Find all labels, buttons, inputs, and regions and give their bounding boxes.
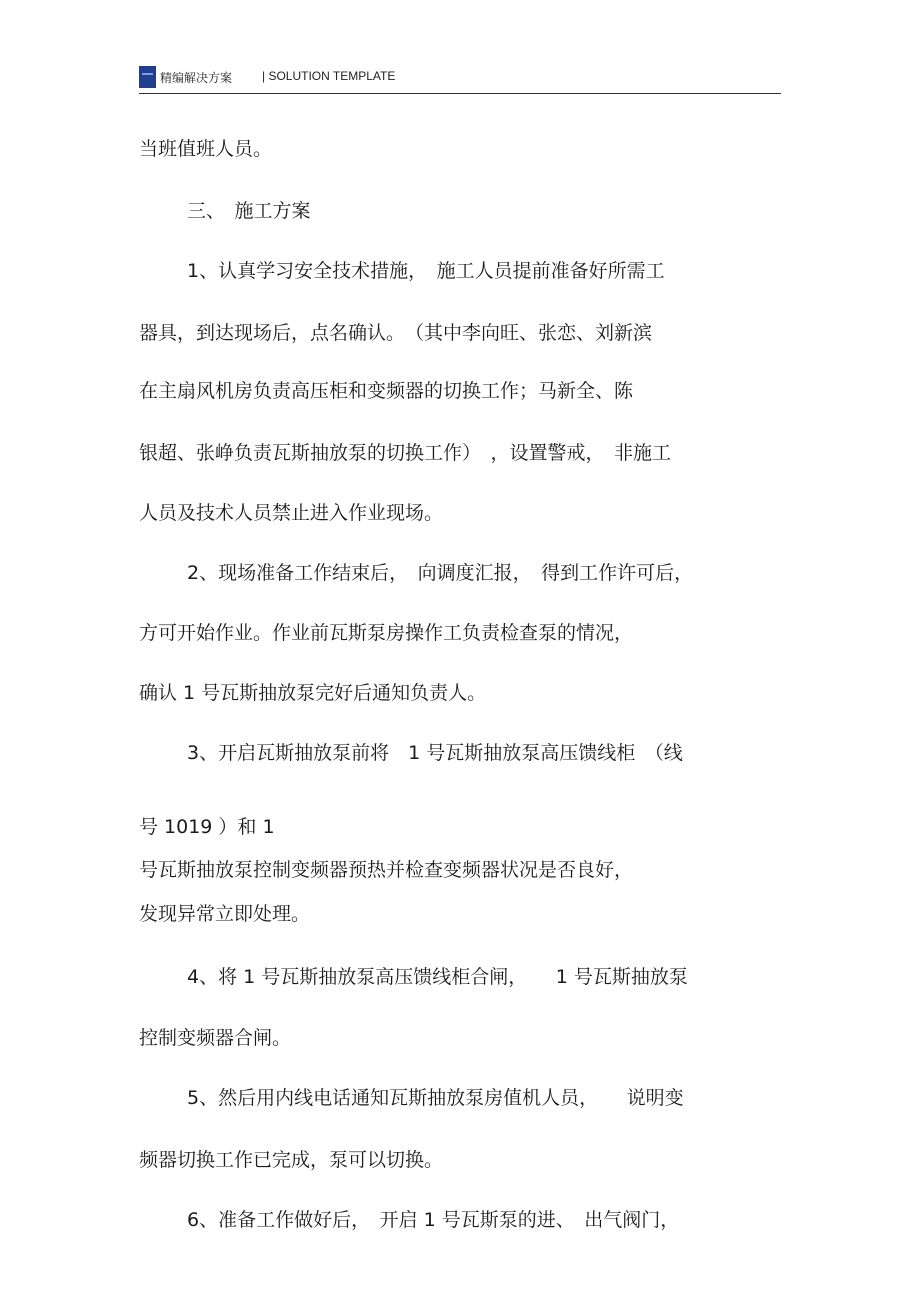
text-line: 方可开始作业。作业前瓦斯泵房操作工负责检查泵的情况， (139, 622, 634, 644)
text-line: 发现异常立即处理。 (139, 903, 311, 925)
document-logo-icon (139, 66, 156, 88)
text-line: 器具，到达现场后，点名确认。 （其中李向旺、张恋、刘新滨 (139, 322, 653, 344)
header-brand: 精编解决方案 (160, 71, 233, 85)
text-line: 5、然后用内线电话通知瓦斯抽放泵房值机人员， 说明变 (187, 1087, 684, 1109)
text-line: 1、认真学习安全技术措施， 施工人员提前准备好所需工 (187, 260, 665, 282)
text-line: 确认 1 号瓦斯抽放泵完好后通知负责人。 (139, 682, 487, 704)
page-header (139, 64, 781, 94)
text-line: 在主扇风机房负责高压柜和变频器的切换工作；马新全、陈 (139, 380, 634, 402)
text-line: 人员及技术人员禁止进入作业现场。 (139, 502, 444, 524)
text-line: 6、准备工作做好后， 开启 1 号瓦斯泵的进、 出气阀门， (187, 1209, 680, 1231)
text-line: 3、开启瓦斯抽放泵前将 1 号瓦斯抽放泵高压馈线柜 （线 (187, 742, 683, 764)
text-line: 号 1019 ）和 1 (139, 816, 275, 838)
text-line: 2、现场准备工作结束后， 向调度汇报， 得到工作许可后， (187, 562, 694, 584)
section-heading: 三、 施工方案 (187, 200, 311, 222)
text-line: 频器切换工作已完成，泵可以切换。 (139, 1149, 444, 1171)
text-line: 银超、张峥负责瓦斯抽放泵的切换工作） ，设置警戒， 非施工 (139, 442, 672, 464)
text-line: 4、将 1 号瓦斯抽放泵高压馈线柜合闸， 1 号瓦斯抽放泵 (187, 966, 688, 988)
text-line: 当班值班人员。 (139, 138, 273, 160)
header-subtitle: | SOLUTION TEMPLATE (262, 69, 396, 83)
text-line: 控制变频器合闸。 (139, 1027, 292, 1049)
text-line: 号瓦斯抽放泵控制变频器预热并检查变频器状况是否良好， (139, 859, 634, 881)
